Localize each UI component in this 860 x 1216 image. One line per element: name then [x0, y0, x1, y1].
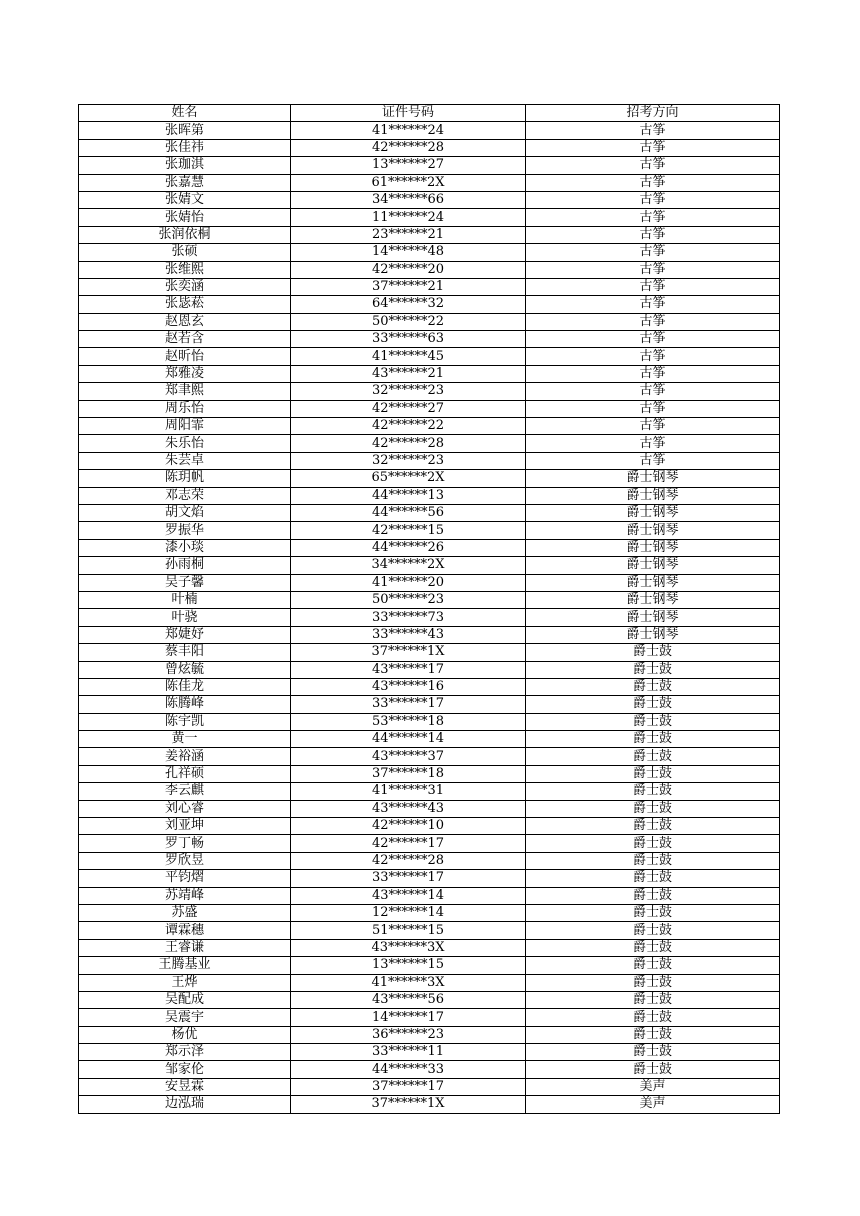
cell-name: 胡文焰	[79, 504, 291, 521]
table-row	[79, 313, 780, 330]
table-row	[79, 957, 780, 974]
header-name: 姓名	[79, 105, 291, 122]
table-row	[79, 678, 780, 695]
table-row	[79, 539, 780, 556]
cell-id-number: 23******21	[291, 226, 526, 243]
cell-direction: 爵士鼓	[526, 887, 780, 904]
cell-name: 赵若含	[79, 331, 291, 348]
cell-direction: 古筝	[526, 122, 780, 139]
cell-direction: 爵士鼓	[526, 904, 780, 921]
cell-direction: 爵士钢琴	[526, 470, 780, 487]
table-body	[79, 122, 780, 1113]
cell-direction: 爵士鼓	[526, 957, 780, 974]
cell-direction: 爵士鼓	[526, 1061, 780, 1078]
cell-name: 黄一	[79, 731, 291, 748]
cell-direction: 爵士鼓	[526, 765, 780, 782]
cell-name: 孙雨桐	[79, 557, 291, 574]
cell-direction: 古筝	[526, 400, 780, 417]
cell-direction: 古筝	[526, 244, 780, 261]
cell-name: 陈宇凯	[79, 713, 291, 730]
cell-id-number: 14******48	[291, 244, 526, 261]
cell-direction: 爵士鼓	[526, 800, 780, 817]
cell-id-number: 32******23	[291, 452, 526, 469]
cell-id-number: 34******2X	[291, 557, 526, 574]
cell-id-number: 43******56	[291, 991, 526, 1008]
cell-direction: 古筝	[526, 383, 780, 400]
cell-name: 罗欣昱	[79, 852, 291, 869]
cell-id-number: 50******23	[291, 591, 526, 608]
cell-id-number: 44******56	[291, 504, 526, 521]
cell-name: 陈玥帆	[79, 470, 291, 487]
cell-direction: 古筝	[526, 209, 780, 226]
cell-name: 吴配成	[79, 991, 291, 1008]
table-row	[79, 418, 780, 435]
cell-id-number: 42******28	[291, 139, 526, 156]
cell-direction: 爵士鼓	[526, 852, 780, 869]
table-row	[79, 452, 780, 469]
cell-direction: 古筝	[526, 452, 780, 469]
cell-id-number: 44******13	[291, 487, 526, 504]
table-row	[79, 887, 780, 904]
cell-name: 吴子馨	[79, 574, 291, 591]
cell-id-number: 44******14	[291, 731, 526, 748]
cell-id-number: 64******32	[291, 296, 526, 313]
cell-direction: 爵士鼓	[526, 1026, 780, 1043]
table-row	[79, 974, 780, 991]
cell-id-number: 41******24	[291, 122, 526, 139]
cell-id-number: 42******15	[291, 522, 526, 539]
table-row	[79, 174, 780, 191]
cell-name: 张维熙	[79, 261, 291, 278]
cell-name: 罗丁畅	[79, 835, 291, 852]
table-row	[79, 331, 780, 348]
cell-name: 张硕	[79, 244, 291, 261]
cell-name: 张婧文	[79, 191, 291, 208]
cell-id-number: 43******17	[291, 661, 526, 678]
cell-direction: 爵士鼓	[526, 1009, 780, 1026]
cell-name: 邹家伦	[79, 1061, 291, 1078]
cell-direction: 爵士鼓	[526, 818, 780, 835]
table-row	[79, 504, 780, 521]
table-row	[79, 748, 780, 765]
cell-name: 张润依桐	[79, 226, 291, 243]
cell-id-number: 50******22	[291, 313, 526, 330]
cell-id-number: 37******21	[291, 278, 526, 295]
candidate-table	[78, 104, 780, 1114]
cell-name: 谭霖穗	[79, 922, 291, 939]
cell-id-number: 33******43	[291, 626, 526, 643]
table-row	[79, 226, 780, 243]
table-row	[79, 383, 780, 400]
cell-name: 苏靖峰	[79, 887, 291, 904]
cell-name: 张佳祎	[79, 139, 291, 156]
cell-id-number: 41******31	[291, 783, 526, 800]
table-row	[79, 296, 780, 313]
cell-id-number: 33******63	[291, 331, 526, 348]
table-row	[79, 1026, 780, 1043]
table-row	[79, 696, 780, 713]
cell-name: 周阳霏	[79, 418, 291, 435]
cell-direction: 爵士钢琴	[526, 609, 780, 626]
cell-direction: 古筝	[526, 191, 780, 208]
cell-name: 张毖菘	[79, 296, 291, 313]
table-row	[79, 209, 780, 226]
table-row	[79, 852, 780, 869]
table-row	[79, 191, 780, 208]
cell-name: 陈佳龙	[79, 678, 291, 695]
cell-direction: 爵士鼓	[526, 939, 780, 956]
cell-direction: 爵士鼓	[526, 748, 780, 765]
cell-direction: 爵士鼓	[526, 922, 780, 939]
cell-id-number: 33******17	[291, 870, 526, 887]
cell-name: 漆小琰	[79, 539, 291, 556]
cell-name: 安昱霖	[79, 1078, 291, 1095]
cell-id-number: 33******73	[291, 609, 526, 626]
cell-id-number: 43******16	[291, 678, 526, 695]
cell-id-number: 11******24	[291, 209, 526, 226]
cell-name: 张嘉慧	[79, 174, 291, 191]
cell-direction: 爵士鼓	[526, 644, 780, 661]
table-row	[79, 765, 780, 782]
cell-id-number: 36******23	[291, 1026, 526, 1043]
cell-id-number: 37******18	[291, 765, 526, 782]
cell-name: 陈腾峰	[79, 696, 291, 713]
cell-name: 李云麒	[79, 783, 291, 800]
cell-id-number: 42******27	[291, 400, 526, 417]
cell-id-number: 41******3X	[291, 974, 526, 991]
cell-id-number: 32******23	[291, 383, 526, 400]
table-row	[79, 522, 780, 539]
table-row	[79, 244, 780, 261]
cell-direction: 爵士鼓	[526, 1044, 780, 1061]
cell-name: 曾炫毓	[79, 661, 291, 678]
table-row	[79, 278, 780, 295]
cell-direction: 古筝	[526, 418, 780, 435]
cell-id-number: 42******17	[291, 835, 526, 852]
cell-direction: 古筝	[526, 278, 780, 295]
cell-name: 刘亚坤	[79, 818, 291, 835]
cell-id-number: 44******33	[291, 1061, 526, 1078]
cell-name: 孔祥硕	[79, 765, 291, 782]
cell-direction: 爵士鼓	[526, 696, 780, 713]
cell-name: 王睿谦	[79, 939, 291, 956]
cell-direction: 爵士鼓	[526, 713, 780, 730]
cell-name: 姜裕涵	[79, 748, 291, 765]
cell-name: 朱芸卓	[79, 452, 291, 469]
cell-direction: 爵士钢琴	[526, 487, 780, 504]
table-row	[79, 626, 780, 643]
table-row	[79, 870, 780, 887]
table-row	[79, 644, 780, 661]
cell-name: 边泓瑞	[79, 1096, 291, 1113]
cell-name: 苏盛	[79, 904, 291, 921]
cell-direction: 爵士钢琴	[526, 591, 780, 608]
cell-id-number: 65******2X	[291, 470, 526, 487]
table-row	[79, 1078, 780, 1095]
cell-id-number: 13******15	[291, 957, 526, 974]
cell-name: 赵昕怡	[79, 348, 291, 365]
table-row	[79, 557, 780, 574]
table-row	[79, 1044, 780, 1061]
cell-direction: 爵士鼓	[526, 870, 780, 887]
table-row	[79, 157, 780, 174]
cell-name: 邓志荣	[79, 487, 291, 504]
cell-name: 郑示泽	[79, 1044, 291, 1061]
cell-name: 蔡丰阳	[79, 644, 291, 661]
header-id-number: 证件号码	[291, 105, 526, 122]
cell-name: 叶楠	[79, 591, 291, 608]
cell-id-number: 42******28	[291, 435, 526, 452]
table-row	[79, 835, 780, 852]
cell-direction: 古筝	[526, 296, 780, 313]
cell-id-number: 13******27	[291, 157, 526, 174]
cell-name: 朱乐怡	[79, 435, 291, 452]
cell-direction: 爵士钢琴	[526, 626, 780, 643]
cell-name: 叶骁	[79, 609, 291, 626]
cell-name: 杨优	[79, 1026, 291, 1043]
cell-direction: 爵士鼓	[526, 678, 780, 695]
table-header	[79, 105, 780, 122]
cell-direction: 古筝	[526, 331, 780, 348]
cell-direction: 爵士鼓	[526, 661, 780, 678]
cell-direction: 美声	[526, 1096, 780, 1113]
table-row	[79, 661, 780, 678]
cell-id-number: 41******20	[291, 574, 526, 591]
cell-direction: 爵士钢琴	[526, 504, 780, 521]
table-row	[79, 122, 780, 139]
table-row	[79, 713, 780, 730]
cell-id-number: 42******28	[291, 852, 526, 869]
cell-direction: 爵士鼓	[526, 835, 780, 852]
cell-name: 赵恩玄	[79, 313, 291, 330]
cell-id-number: 43******37	[291, 748, 526, 765]
cell-direction: 古筝	[526, 313, 780, 330]
table-row	[79, 991, 780, 1008]
cell-id-number: 61******2X	[291, 174, 526, 191]
table-row	[79, 783, 780, 800]
table-row	[79, 591, 780, 608]
table-row	[79, 348, 780, 365]
cell-id-number: 41******45	[291, 348, 526, 365]
cell-id-number: 14******17	[291, 1009, 526, 1026]
cell-id-number: 33******11	[291, 1044, 526, 1061]
cell-name: 罗振华	[79, 522, 291, 539]
cell-direction: 古筝	[526, 157, 780, 174]
table-row	[79, 818, 780, 835]
table-row	[79, 261, 780, 278]
header-direction: 招考方向	[526, 105, 780, 122]
cell-id-number: 12******14	[291, 904, 526, 921]
cell-name: 周乐怡	[79, 400, 291, 417]
cell-name: 王腾基业	[79, 957, 291, 974]
cell-direction: 古筝	[526, 435, 780, 452]
table-row	[79, 400, 780, 417]
cell-name: 张珈淇	[79, 157, 291, 174]
cell-direction: 爵士鼓	[526, 783, 780, 800]
cell-name: 张奕涵	[79, 278, 291, 295]
cell-id-number: 33******17	[291, 696, 526, 713]
cell-id-number: 37******1X	[291, 644, 526, 661]
table-row	[79, 609, 780, 626]
cell-name: 吴震宇	[79, 1009, 291, 1026]
cell-direction: 爵士鼓	[526, 974, 780, 991]
cell-id-number: 37******1X	[291, 1096, 526, 1113]
cell-id-number: 43******14	[291, 887, 526, 904]
cell-direction: 古筝	[526, 139, 780, 156]
cell-direction: 美声	[526, 1078, 780, 1095]
cell-direction: 爵士钢琴	[526, 522, 780, 539]
cell-direction: 古筝	[526, 348, 780, 365]
cell-direction: 爵士钢琴	[526, 557, 780, 574]
cell-name: 平钧熠	[79, 870, 291, 887]
cell-direction: 古筝	[526, 365, 780, 382]
cell-name: 王烨	[79, 974, 291, 991]
cell-id-number: 43******21	[291, 365, 526, 382]
cell-name: 郑雅凌	[79, 365, 291, 382]
table-row	[79, 365, 780, 382]
cell-name: 张婧怡	[79, 209, 291, 226]
table-row	[79, 1096, 780, 1113]
cell-direction: 古筝	[526, 261, 780, 278]
table-row	[79, 574, 780, 591]
cell-direction: 爵士鼓	[526, 731, 780, 748]
cell-name: 刘心睿	[79, 800, 291, 817]
cell-name: 张晖第	[79, 122, 291, 139]
cell-direction: 爵士钢琴	[526, 574, 780, 591]
table-row	[79, 939, 780, 956]
table-row	[79, 1009, 780, 1026]
cell-direction: 古筝	[526, 174, 780, 191]
table-row	[79, 470, 780, 487]
cell-name: 郑聿熙	[79, 383, 291, 400]
cell-direction: 古筝	[526, 226, 780, 243]
cell-direction: 爵士钢琴	[526, 539, 780, 556]
table-row	[79, 1061, 780, 1078]
cell-name: 郑婕妤	[79, 626, 291, 643]
cell-id-number: 37******17	[291, 1078, 526, 1095]
table-row	[79, 922, 780, 939]
cell-id-number: 42******20	[291, 261, 526, 278]
cell-id-number: 43******3X	[291, 939, 526, 956]
cell-id-number: 51******15	[291, 922, 526, 939]
cell-id-number: 43******43	[291, 800, 526, 817]
cell-id-number: 44******26	[291, 539, 526, 556]
cell-id-number: 42******10	[291, 818, 526, 835]
cell-id-number: 34******66	[291, 191, 526, 208]
cell-id-number: 53******18	[291, 713, 526, 730]
table-row	[79, 435, 780, 452]
table-row	[79, 139, 780, 156]
cell-direction: 爵士鼓	[526, 991, 780, 1008]
table-row	[79, 487, 780, 504]
table-row	[79, 904, 780, 921]
cell-id-number: 42******22	[291, 418, 526, 435]
table-row	[79, 800, 780, 817]
header-row	[79, 105, 780, 122]
table-row	[79, 731, 780, 748]
